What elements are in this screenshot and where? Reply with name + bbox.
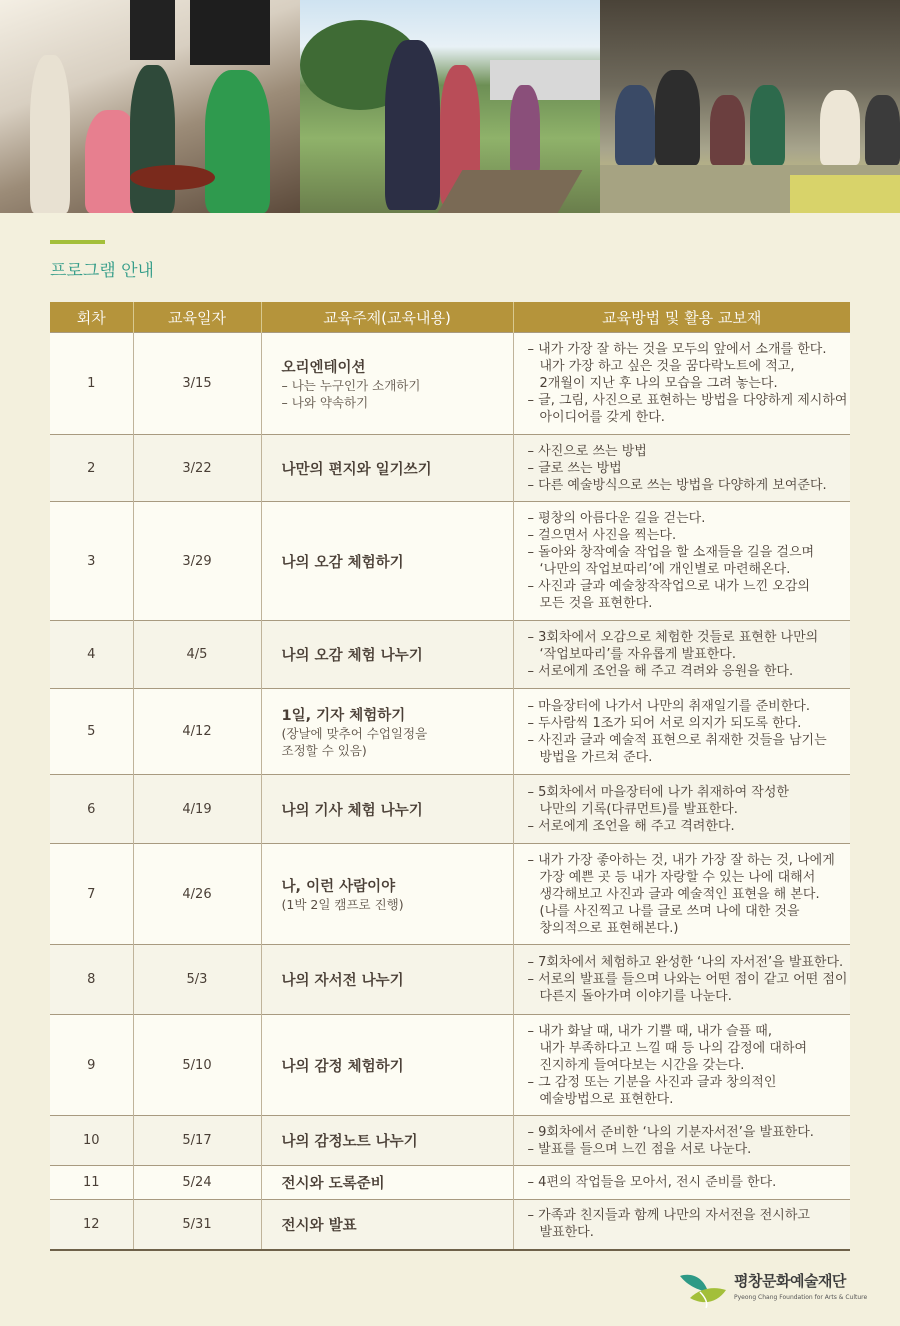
- table-row: [50, 621, 850, 689]
- session-topic: 나의 오감 체험하기: [281, 554, 404, 571]
- session-number: 9: [50, 1015, 133, 1116]
- session-topic: 나의 자서전 나누기: [281, 973, 404, 989]
- method-line: 내가 부족하다고 느낄 때 등 나의 감정에 대하여: [539, 1040, 808, 1056]
- table-row: [50, 1015, 850, 1116]
- method-line: 발표한다.: [539, 1225, 594, 1241]
- method-line: – 가족과 친지들과 함께 나만의 자서전을 전시하고: [527, 1208, 810, 1224]
- session-number: 4: [50, 621, 133, 689]
- session-number: 5: [50, 689, 133, 775]
- header-date: 교육일자: [133, 302, 261, 333]
- table-row: [50, 844, 850, 945]
- method-line: 가장 예쁜 곳 등 내가 자랑할 수 있는 나에 대해서: [539, 869, 816, 885]
- session-date: 5/17: [133, 1116, 261, 1166]
- table-row: [50, 435, 850, 502]
- session-topic-cell: [261, 1166, 513, 1200]
- photo-walking-path: [300, 0, 600, 213]
- method-line: ‘작업보따리’를 자유롭게 발표한다.: [539, 647, 736, 662]
- session-date: 3/15: [133, 333, 261, 435]
- method-line: – 평창의 아름다운 길을 걷는다.: [527, 511, 706, 526]
- method-line: – 내가 화날 때, 내가 기쁠 때, 내가 슬플 때,: [527, 1023, 772, 1039]
- session-topic: 오리엔테이션: [281, 360, 366, 376]
- method-line: – 내가 가장 잘 하는 것을 모두의 앞에서 소개를 한다.: [527, 342, 827, 357]
- method-line: ‘나만의 작업보따리’에 개인별로 마련해온다.: [539, 562, 791, 577]
- method-line: – 서로의 발표를 들으며 나와는 어떤 점이 같고 어떤 점이: [527, 972, 848, 987]
- method-line: – 7회차에서 체험하고 완성한 ‘나의 자서전’을 발표한다.: [527, 955, 844, 970]
- method-line: – 9회차에서 준비한 ‘나의 기분자서전’을 발표한다.: [527, 1124, 814, 1140]
- method-line: 진지하게 들여다보는 시간을 갖는다.: [539, 1057, 745, 1073]
- table-row: [50, 1166, 850, 1200]
- photo-gallery-kids: [0, 0, 300, 213]
- session-method-cell: [513, 502, 850, 621]
- session-topic-cell: [261, 1116, 513, 1166]
- table-row: [50, 502, 850, 621]
- session-method-cell: [513, 1116, 850, 1166]
- method-line: 예술방법으로 표현한다.: [539, 1091, 674, 1107]
- session-method-cell: [513, 689, 850, 775]
- method-line: – 마을장터에 나가서 나만의 취재일기를 준비한다.: [527, 698, 810, 714]
- session-topic: 나의 오감 체험 나누기: [281, 648, 423, 664]
- session-number: 8: [50, 945, 133, 1015]
- method-line: – 걸으면서 사진을 찍는다.: [527, 528, 677, 543]
- session-method-cell: [513, 621, 850, 689]
- session-topic-cell: [261, 945, 513, 1015]
- session-topic-detail: (1박 2일 캠프로 진행): [281, 897, 404, 912]
- session-method-cell: [513, 775, 850, 844]
- table-header-row: [50, 302, 850, 333]
- session-topic: 나의 감정 체험하기: [281, 1058, 404, 1075]
- session-topic: 나의 기사 체험 나누기: [281, 802, 423, 819]
- method-line: – 글로 쓰는 방법: [527, 460, 622, 476]
- method-line: – 그 감정 또는 기분을 사진과 글과 창의적인: [527, 1074, 777, 1090]
- session-topic: 나, 이런 사람이야: [281, 879, 396, 895]
- session-method-cell: [513, 1200, 850, 1250]
- header-session: 회차: [50, 302, 133, 333]
- session-date: 5/24: [133, 1166, 261, 1200]
- session-topic: 전시와 도록준비: [281, 1176, 385, 1192]
- method-line: – 두사람씩 1조가 되어 서로 의지가 되도록 한다.: [527, 715, 802, 731]
- method-line: – 서로에게 조언을 해 주고 격려한다.: [527, 818, 735, 834]
- method-line: – 발표를 들으며 느낀 점을 서로 나눈다.: [527, 1141, 752, 1157]
- photo-darkroom: [600, 0, 900, 213]
- method-line: – 다른 예술방식으로 쓰는 방법을 다양하게 보여준다.: [527, 477, 827, 493]
- method-line: 나만의 기록(다큐먼트)를 발표한다.: [539, 801, 738, 817]
- program-table: [50, 302, 850, 1251]
- session-number: 11: [50, 1166, 133, 1200]
- method-line: 방법을 가르쳐 준다.: [539, 749, 653, 765]
- session-number: 3: [50, 502, 133, 621]
- session-topic-cell: [261, 502, 513, 621]
- session-method-cell: [513, 945, 850, 1015]
- method-line: 창의적으로 표현해본다.): [539, 920, 679, 936]
- session-date: 4/5: [133, 621, 261, 689]
- session-method-cell: [513, 1166, 850, 1200]
- session-topic-detail: – 나와 약속하기: [281, 395, 369, 410]
- method-line: – 3회차에서 오감으로 체험한 것들로 표현한 나만의: [527, 630, 819, 645]
- session-topic: 나의 감정노트 나누기: [281, 1134, 418, 1150]
- session-topic-detail: – 나는 누구인가 소개하기: [281, 378, 421, 393]
- method-line: – 내가 가장 좋아하는 것, 내가 가장 잘 하는 것, 나에게: [527, 852, 835, 868]
- session-method-cell: [513, 435, 850, 502]
- session-method-cell: [513, 844, 850, 945]
- session-number: 12: [50, 1200, 133, 1250]
- session-number: 10: [50, 1116, 133, 1166]
- section-accent-bar: [50, 240, 105, 244]
- session-date: 5/3: [133, 945, 261, 1015]
- session-topic-cell: [261, 844, 513, 945]
- table-row: [50, 333, 850, 435]
- table-row: [50, 775, 850, 844]
- header-topic: 교육주제(교육내용): [261, 302, 513, 333]
- session-method-cell: [513, 1015, 850, 1116]
- table-row: [50, 945, 850, 1015]
- session-date: 3/22: [133, 435, 261, 502]
- session-number: 2: [50, 435, 133, 502]
- method-line: – 사진과 글과 예술창작작업으로 내가 느낀 오감의: [527, 579, 810, 594]
- leaf-logo-icon: [678, 1268, 728, 1308]
- method-line: – 서로에게 조언을 해 주고 격려와 응원을 한다.: [527, 664, 794, 679]
- method-line: – 돌아와 창작예술 작업을 할 소재들을 길을 걸으며: [527, 545, 815, 560]
- method-line: – 글, 그림, 사진으로 표현하는 방법을 다양하게 제시하여: [527, 393, 848, 408]
- table-row: [50, 689, 850, 775]
- table-row: [50, 1116, 850, 1166]
- method-line: – 5회차에서 마을장터에 나가 취재하여 작성한: [527, 784, 789, 800]
- session-topic: 나만의 편지와 일기쓰기: [281, 461, 432, 478]
- session-number: 6: [50, 775, 133, 844]
- session-topic-cell: [261, 1200, 513, 1250]
- foundation-logo: [678, 1266, 868, 1311]
- session-topic-cell: [261, 621, 513, 689]
- session-date: 5/10: [133, 1015, 261, 1116]
- session-topic-cell: [261, 689, 513, 775]
- logo-name: 평창문화예술재단: [734, 1272, 846, 1290]
- session-topic-cell: [261, 435, 513, 502]
- method-line: (나를 사진찍고 나를 글로 쓰며 나에 대한 것을: [539, 903, 800, 919]
- session-date: 4/12: [133, 689, 261, 775]
- method-line: 2개월이 지난 후 나의 모습을 그려 놓는다.: [539, 376, 778, 391]
- session-date: 5/31: [133, 1200, 261, 1250]
- method-line: 생각해보고 사진과 글과 예술적인 표현을 해 본다.: [539, 886, 820, 902]
- session-topic-detail: (장날에 맞추어 수업일정을: [281, 726, 428, 741]
- session-date: 3/29: [133, 502, 261, 621]
- method-line: 아이디어를 갖게 한다.: [539, 410, 665, 425]
- table-row: [50, 1200, 850, 1250]
- session-number: 7: [50, 844, 133, 945]
- session-topic: 1일, 기자 체험하기: [281, 708, 406, 724]
- session-number: 1: [50, 333, 133, 435]
- header-method: 교육방법 및 활용 교보재: [513, 302, 850, 333]
- section-title: 프로그램 안내: [50, 261, 154, 281]
- session-topic-cell: [261, 1015, 513, 1116]
- method-line: – 사진으로 쓰는 방법: [527, 443, 647, 459]
- session-topic-cell: [261, 775, 513, 844]
- session-date: 4/19: [133, 775, 261, 844]
- session-topic: 전시와 발표: [281, 1217, 357, 1234]
- session-date: 4/26: [133, 844, 261, 945]
- method-line: 다른지 돌아가며 이야기를 나눈다.: [539, 989, 732, 1004]
- method-line: – 4편의 작업들을 모아서, 전시 준비를 한다.: [527, 1175, 777, 1190]
- photo-strip: [0, 0, 900, 213]
- session-topic-cell: [261, 333, 513, 435]
- session-method-cell: [513, 333, 850, 435]
- method-line: – 사진과 글과 예술적 표현으로 취재한 것들을 남기는: [527, 732, 827, 748]
- session-topic-detail: 조정할 수 있음): [281, 743, 367, 758]
- method-line: 모든 것을 표현한다.: [539, 596, 653, 611]
- method-line: 내가 가장 하고 싶은 것을 꿈다락노트에 적고,: [539, 359, 795, 374]
- logo-english: Pyeong Chang Foundation for Arts & Culture: [734, 1294, 868, 1301]
